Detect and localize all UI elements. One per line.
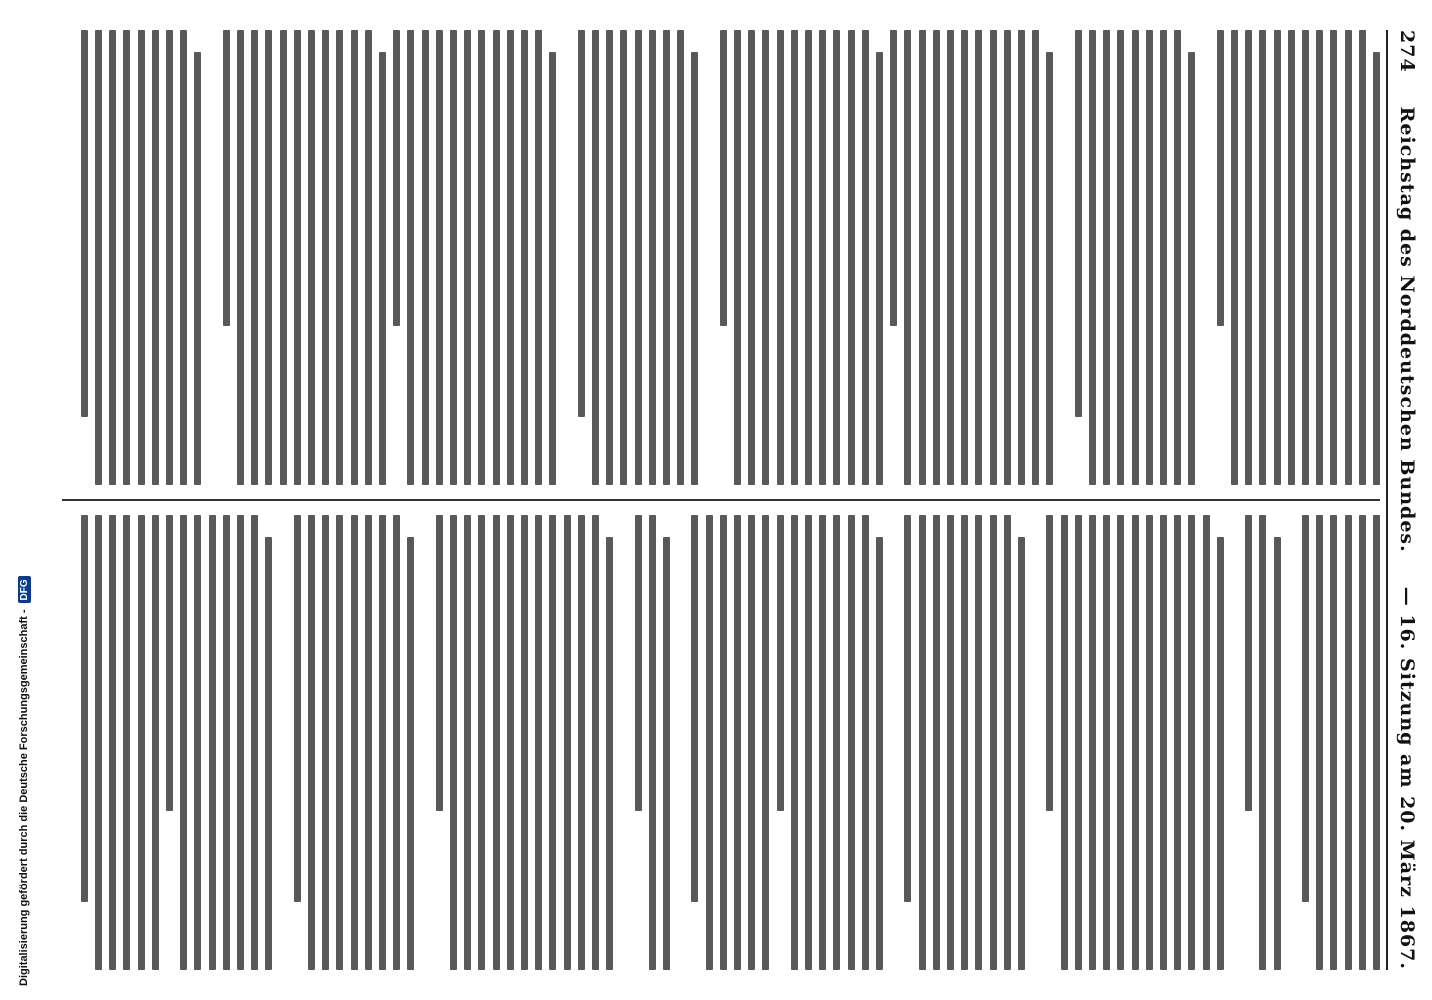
text-line <box>1103 515 1110 970</box>
text-line <box>777 515 784 811</box>
text-line <box>81 515 88 902</box>
text-line <box>848 30 855 485</box>
text-line <box>578 515 585 970</box>
text-line <box>819 515 826 970</box>
text-line <box>1359 30 1366 485</box>
text-line <box>1188 515 1195 970</box>
text-line <box>606 537 613 970</box>
text-line <box>564 515 571 970</box>
text-line <box>990 30 997 485</box>
text-line <box>805 30 812 485</box>
text-line <box>862 30 869 485</box>
text-line <box>166 515 173 811</box>
text-line <box>209 515 216 970</box>
text-line <box>322 515 329 970</box>
text-line <box>1004 515 1011 970</box>
text-line <box>109 515 116 970</box>
text-line <box>1046 52 1053 485</box>
text-line <box>762 515 769 970</box>
text-line <box>166 30 173 485</box>
text-line <box>1217 537 1224 970</box>
session-label: — 16. Sitzung am 20. März 1867. <box>1396 586 1418 970</box>
text-line <box>677 30 684 485</box>
text-line <box>450 515 457 970</box>
text-line <box>322 30 329 485</box>
text-line <box>223 30 230 326</box>
text-line <box>819 30 826 485</box>
text-line <box>1160 515 1167 970</box>
text-line <box>1188 52 1195 485</box>
text-line <box>649 30 656 485</box>
text-line <box>975 30 982 485</box>
text-line <box>365 30 372 485</box>
text-line <box>379 515 386 970</box>
text-line <box>904 30 911 485</box>
text-line <box>876 52 883 485</box>
text-line <box>933 515 940 970</box>
text-line <box>904 515 911 902</box>
page-header <box>1390 30 1424 970</box>
text-line <box>237 30 244 485</box>
text-line <box>663 537 670 970</box>
text-line <box>1259 30 1266 485</box>
text-line <box>1288 30 1295 485</box>
text-line <box>407 537 414 970</box>
text-line <box>123 515 130 970</box>
text-line <box>919 30 926 485</box>
text-line <box>194 515 201 970</box>
text-line <box>351 515 358 970</box>
text-line <box>1018 537 1025 970</box>
text-line <box>578 30 585 417</box>
digitization-footer <box>0 0 48 1000</box>
text-line <box>990 515 997 970</box>
text-line <box>365 515 372 970</box>
text-line <box>251 515 258 970</box>
text-line <box>1075 515 1082 970</box>
text-line <box>535 30 542 485</box>
text-line <box>379 52 386 485</box>
text-line <box>194 52 201 485</box>
text-line <box>1330 515 1337 970</box>
text-line <box>180 30 187 485</box>
text-line <box>407 30 414 485</box>
digitization-note: Digitalisierung gefördert durch die Deutsche Forschungsgemeinschaft - <box>18 609 30 986</box>
text-line <box>549 515 556 970</box>
text-line <box>422 30 429 485</box>
text-line <box>1103 30 1110 485</box>
text-line <box>876 537 883 970</box>
text-line <box>1132 515 1139 970</box>
text-line <box>635 30 642 485</box>
text-line <box>1373 515 1380 970</box>
text-line <box>691 52 698 485</box>
text-line <box>1018 30 1025 485</box>
text-line <box>833 30 840 485</box>
text-column-right <box>62 515 1380 970</box>
text-line <box>1203 515 1210 970</box>
text-line <box>393 30 400 326</box>
text-line <box>336 515 343 970</box>
text-line <box>450 30 457 485</box>
text-line <box>464 515 471 970</box>
text-line <box>720 30 727 326</box>
text-line <box>294 515 301 902</box>
text-line <box>1146 515 1153 970</box>
text-line <box>1245 30 1252 485</box>
text-line <box>237 515 244 970</box>
text-line <box>663 30 670 485</box>
text-line <box>1004 30 1011 485</box>
text-line <box>890 30 897 326</box>
text-lines-left <box>62 30 1380 485</box>
text-line <box>1373 52 1380 485</box>
text-line <box>351 30 358 485</box>
text-line <box>521 515 528 970</box>
text-line <box>691 515 698 902</box>
text-line <box>478 515 485 970</box>
text-line <box>251 30 258 485</box>
text-line <box>791 30 798 485</box>
text-line <box>975 515 982 970</box>
text-line <box>436 515 443 811</box>
text-line <box>1160 30 1167 485</box>
text-line <box>1302 30 1309 485</box>
text-line <box>1089 515 1096 970</box>
text-line <box>138 515 145 970</box>
text-column-left <box>62 30 1380 485</box>
page-number: 274 <box>1396 30 1418 73</box>
text-line <box>265 537 272 970</box>
text-line <box>1075 30 1082 417</box>
text-line <box>1117 30 1124 485</box>
text-line <box>393 515 400 970</box>
text-line <box>833 515 840 970</box>
text-line <box>1316 30 1323 485</box>
text-line <box>961 515 968 970</box>
text-line <box>294 30 301 485</box>
text-line <box>1089 30 1096 485</box>
text-line <box>464 30 471 485</box>
text-line <box>308 515 315 970</box>
text-line <box>947 515 954 970</box>
text-line <box>933 30 940 485</box>
text-line <box>1174 30 1181 485</box>
text-line <box>95 30 102 485</box>
text-line <box>1345 30 1352 485</box>
text-line <box>180 515 187 970</box>
text-line <box>123 30 130 485</box>
text-line <box>1302 515 1309 902</box>
rotated-page-content <box>48 0 1432 1000</box>
page-title: Reichstag des Norddeutschen Bundes. <box>1396 106 1418 553</box>
header-rule <box>1386 30 1388 970</box>
text-line <box>1231 30 1238 485</box>
text-line <box>706 515 713 970</box>
text-line <box>1132 30 1139 485</box>
text-line <box>748 30 755 485</box>
text-line <box>265 30 272 485</box>
text-line <box>961 30 968 485</box>
text-line <box>95 515 102 970</box>
text-line <box>1061 515 1068 970</box>
text-line <box>848 515 855 970</box>
text-line <box>436 30 443 485</box>
text-line <box>748 515 755 970</box>
dfg-logo: DFG <box>18 576 31 603</box>
text-line <box>478 30 485 485</box>
footer-text <box>14 0 34 1000</box>
text-line <box>280 30 287 485</box>
text-line <box>862 515 869 970</box>
text-line <box>791 515 798 970</box>
text-line <box>1032 30 1039 485</box>
text-line <box>734 30 741 485</box>
text-line <box>1274 537 1281 970</box>
text-line <box>493 515 500 970</box>
text-line <box>223 515 230 970</box>
text-line <box>1146 30 1153 485</box>
text-line <box>521 30 528 485</box>
scanned-page <box>48 0 1432 1000</box>
text-line <box>1330 30 1337 485</box>
text-line <box>535 515 542 970</box>
text-line <box>762 30 769 485</box>
text-line <box>1174 515 1181 970</box>
text-lines-right <box>62 515 1380 970</box>
text-line <box>620 30 627 485</box>
text-line <box>549 52 556 485</box>
text-line <box>308 30 315 485</box>
column-divider <box>62 499 1380 501</box>
text-line <box>1359 515 1366 970</box>
text-line <box>805 515 812 970</box>
text-line <box>138 30 145 485</box>
text-line <box>592 515 599 970</box>
text-line <box>1046 515 1053 811</box>
text-line <box>919 515 926 970</box>
text-line <box>1274 30 1281 485</box>
text-line <box>507 515 514 970</box>
text-line <box>493 30 500 485</box>
text-line <box>720 515 727 970</box>
text-line <box>81 30 88 417</box>
text-line <box>1117 515 1124 970</box>
text-line <box>947 30 954 485</box>
text-line <box>734 515 741 970</box>
text-line <box>507 30 514 485</box>
text-line <box>152 515 159 970</box>
text-line <box>649 515 656 970</box>
text-line <box>592 30 599 485</box>
text-line <box>1316 515 1323 970</box>
text-line <box>109 30 116 485</box>
text-line <box>336 30 343 485</box>
text-line <box>606 30 613 485</box>
text-line <box>777 30 784 485</box>
text-line <box>1217 30 1224 326</box>
text-line <box>1259 515 1266 970</box>
text-line <box>635 515 642 811</box>
text-line <box>1345 515 1352 970</box>
text-line <box>152 30 159 485</box>
text-line <box>1245 515 1252 811</box>
